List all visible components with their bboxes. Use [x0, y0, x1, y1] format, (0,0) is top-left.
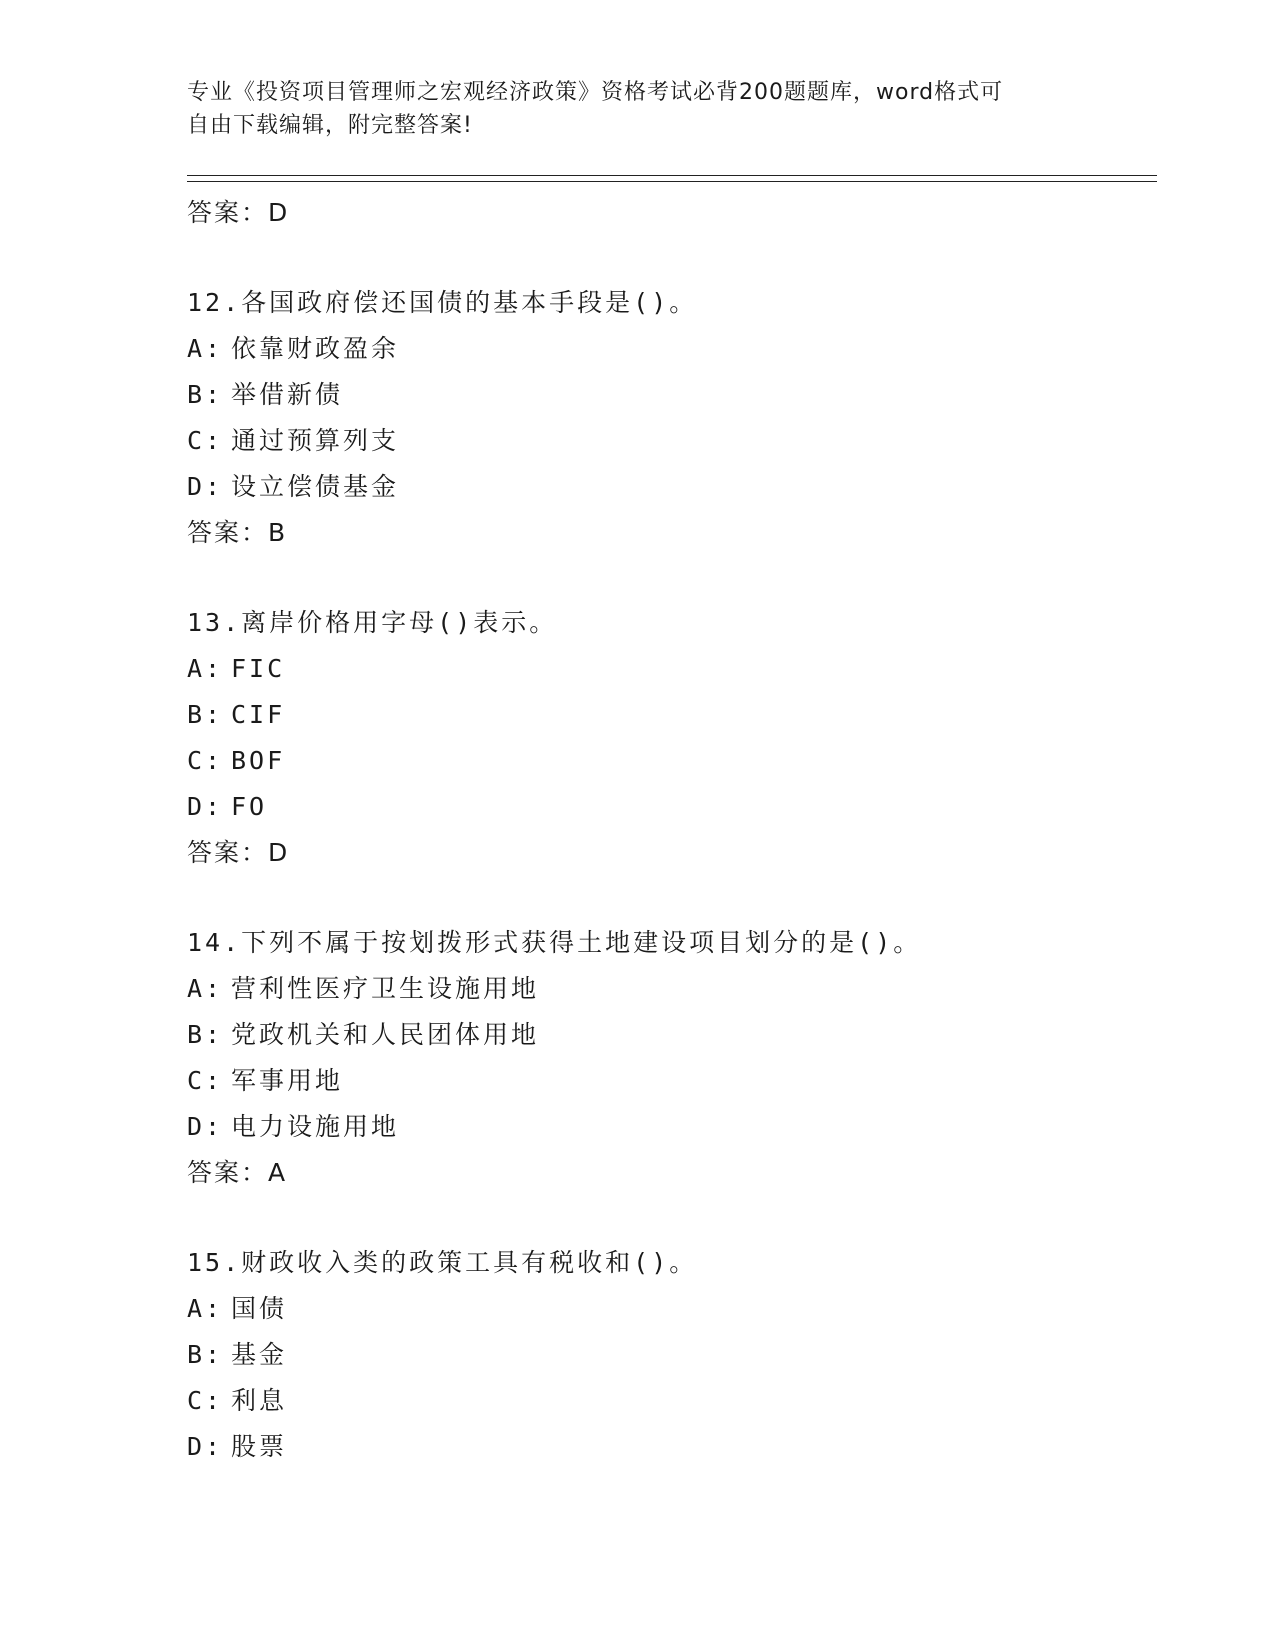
- question-text: 15.财政收入类的政策工具有税收和()。: [187, 1248, 698, 1277]
- option-label: B:: [187, 700, 224, 729]
- option-text: 通过预算列支: [231, 426, 400, 455]
- question-block: [187, 1240, 1157, 1470]
- option-text: 党政机关和人民团体用地: [231, 1020, 540, 1049]
- option-label: B:: [187, 380, 224, 409]
- option-b: [187, 692, 1157, 738]
- question-block: [187, 280, 1157, 556]
- option-label: B:: [187, 1340, 224, 1369]
- option-label: C:: [187, 1386, 224, 1415]
- option-text: CIF: [231, 700, 286, 729]
- question-text: 14.下列不属于按划拨形式获得土地建设项目划分的是()。: [187, 928, 922, 957]
- question-block: [187, 600, 1157, 876]
- option-a: [187, 326, 1157, 372]
- option-label: D:: [187, 792, 224, 821]
- document-header: [187, 76, 1067, 142]
- option-text: 依靠财政盈余: [231, 334, 400, 363]
- option-text: FO: [231, 792, 268, 821]
- option-d: [187, 784, 1157, 830]
- option-label: D:: [187, 1432, 224, 1461]
- option-c: [187, 418, 1157, 464]
- option-label: A:: [187, 654, 224, 683]
- option-label: D:: [187, 1112, 224, 1141]
- question-block: [187, 920, 1157, 1196]
- question-text: 13.离岸价格用字母()表示。: [187, 608, 558, 637]
- option-a: [187, 966, 1157, 1012]
- document-page: [187, 76, 1157, 1470]
- option-text: 设立偿债基金: [231, 472, 400, 501]
- option-d: [187, 1104, 1157, 1150]
- option-label: A:: [187, 974, 224, 1003]
- option-text: 营利性医疗卫生设施用地: [231, 974, 540, 1003]
- option-label: A:: [187, 334, 224, 363]
- answer-line: 答案：D: [187, 198, 290, 227]
- option-d: [187, 464, 1157, 510]
- option-text: 举借新债: [231, 380, 344, 409]
- header-line-1: 专业《投资项目管理师之宏观经济政策》资格考试必背200题题库，word格式可: [187, 80, 1004, 105]
- option-b: [187, 372, 1157, 418]
- option-d: [187, 1424, 1157, 1470]
- option-text: 基金: [231, 1340, 288, 1369]
- option-text: 电力设施用地: [231, 1112, 400, 1141]
- answer-line: 答案：D: [187, 838, 290, 867]
- option-label: B:: [187, 1020, 224, 1049]
- header-line-2: 自由下载编辑，附完整答案!: [187, 113, 473, 138]
- option-text: 股票: [231, 1432, 288, 1461]
- option-label: A:: [187, 1294, 224, 1323]
- option-text: FIC: [231, 654, 286, 683]
- option-c: [187, 738, 1157, 784]
- option-c: [187, 1378, 1157, 1424]
- option-label: C:: [187, 1066, 224, 1095]
- header-divider: [187, 175, 1157, 182]
- answer-line: 答案：A: [187, 1158, 288, 1187]
- option-b: [187, 1012, 1157, 1058]
- question-text: 12.各国政府偿还国债的基本手段是()。: [187, 288, 698, 317]
- option-a: [187, 1286, 1157, 1332]
- answer-line: 答案：B: [187, 518, 288, 547]
- option-text: 利息: [231, 1386, 288, 1415]
- option-c: [187, 1058, 1157, 1104]
- option-label: D:: [187, 472, 224, 501]
- option-text: 军事用地: [231, 1066, 344, 1095]
- option-a: [187, 646, 1157, 692]
- option-b: [187, 1332, 1157, 1378]
- option-text: BOF: [231, 746, 286, 775]
- option-label: C:: [187, 426, 224, 455]
- option-label: C:: [187, 746, 224, 775]
- option-text: 国债: [231, 1294, 288, 1323]
